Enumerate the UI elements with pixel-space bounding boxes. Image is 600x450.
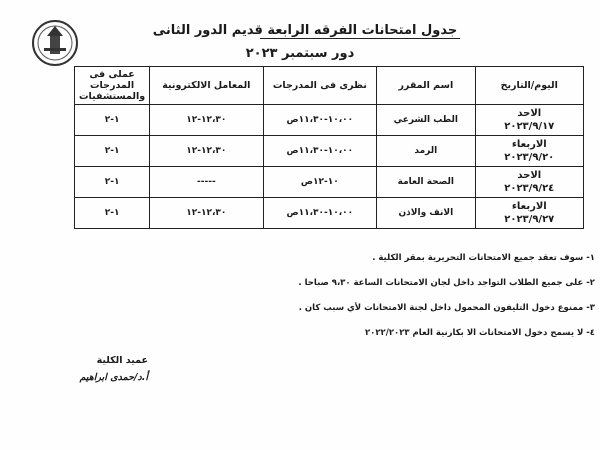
row-clinical: ١-٢: [75, 167, 150, 198]
dean-role: عميد الكلية: [96, 355, 148, 366]
dean-signature-block: [48, 352, 148, 386]
title-underline: [260, 38, 460, 39]
faculty-logo: [30, 18, 80, 68]
exam-schedule-table: [74, 66, 584, 229]
table-row: [75, 198, 584, 229]
row-theory: ١٠-١٢ص: [263, 167, 377, 198]
note-item: ٤- لا يسمح دخول الامتحانات الا بكارنية العام ٢٠٢٢/٢٠٢٣: [364, 328, 595, 338]
row-labs: ١٢،٣٠-١٢: [150, 105, 263, 136]
row-date: ٢٠٢٣/٩/١٧: [504, 121, 555, 132]
table-row: [75, 136, 584, 167]
table-row: [75, 167, 584, 198]
header-theory: نظرى فى المدرجات: [263, 67, 377, 105]
row-clinical: ١-٢: [75, 105, 150, 136]
row-day: الاربعاء: [511, 201, 547, 212]
header-course: اسم المقرر: [377, 67, 475, 105]
row-day: الاحد: [517, 108, 542, 119]
header-electronic-labs: المعامل الالكترونية: [150, 67, 263, 105]
table-header-row: [75, 67, 584, 105]
header-clinical: عملى فى المدرجات والمستشفيات: [75, 67, 150, 105]
note-item: ٣- ممنوع دخول التليفون المحمول داخل لجنة الامتحانات لأي سبب كان .: [298, 303, 595, 313]
row-day-date: [475, 105, 583, 136]
page-subtitle: دور سبتمبر ٢٠٢٣: [245, 46, 355, 61]
note-item: ١- سوف تعقد جميع الامتحانات التحريرية بمقر الكلية .: [372, 253, 595, 263]
row-course: الصحة العامة: [377, 167, 475, 198]
row-labs: ١٢،٣٠-١٢: [150, 198, 263, 229]
table-row: [75, 105, 584, 136]
header-day-date: اليوم/التاريخ: [475, 67, 583, 105]
row-date: ٢٠٢٣/٩/٢٠: [504, 152, 555, 163]
row-clinical: ١-٢: [75, 136, 150, 167]
row-labs: -----: [150, 167, 263, 198]
notes-list: [240, 253, 595, 353]
row-day-date: [475, 167, 583, 198]
note-item: ٢- على جميع الطلاب التواجد داخل لجان الامتحانات الساعة ٩،٣٠ صباحا .: [298, 278, 595, 288]
row-clinical: ١-٢: [75, 198, 150, 229]
row-day: الاحد: [517, 170, 542, 181]
row-day-date: [475, 198, 583, 229]
row-day-date: [475, 136, 583, 167]
row-labs: ١٢،٣٠-١٢: [150, 136, 263, 167]
row-theory: ١٠،٠٠-١١،٣٠ص: [263, 105, 377, 136]
row-theory: ١٠،٠٠-١١،٣٠ص: [263, 198, 377, 229]
row-day: الاربعاء: [511, 139, 547, 150]
row-course: الطب الشرعي: [377, 105, 475, 136]
dean-name: أ.د/حمدى ابراهيم: [79, 372, 148, 383]
row-theory: ١٠،٠٠-١١،٣٠ص: [263, 136, 377, 167]
page-title: جدول امتحانات الفرقه الرابعة قديم الدور الثانى: [152, 23, 458, 38]
row-course: الانف والاذن: [377, 198, 475, 229]
row-course: الرمد: [377, 136, 475, 167]
row-date: ٢٠٢٣/٩/٢٤: [504, 183, 555, 194]
row-date: ٢٠٢٣/٩/٢٧: [504, 214, 555, 225]
